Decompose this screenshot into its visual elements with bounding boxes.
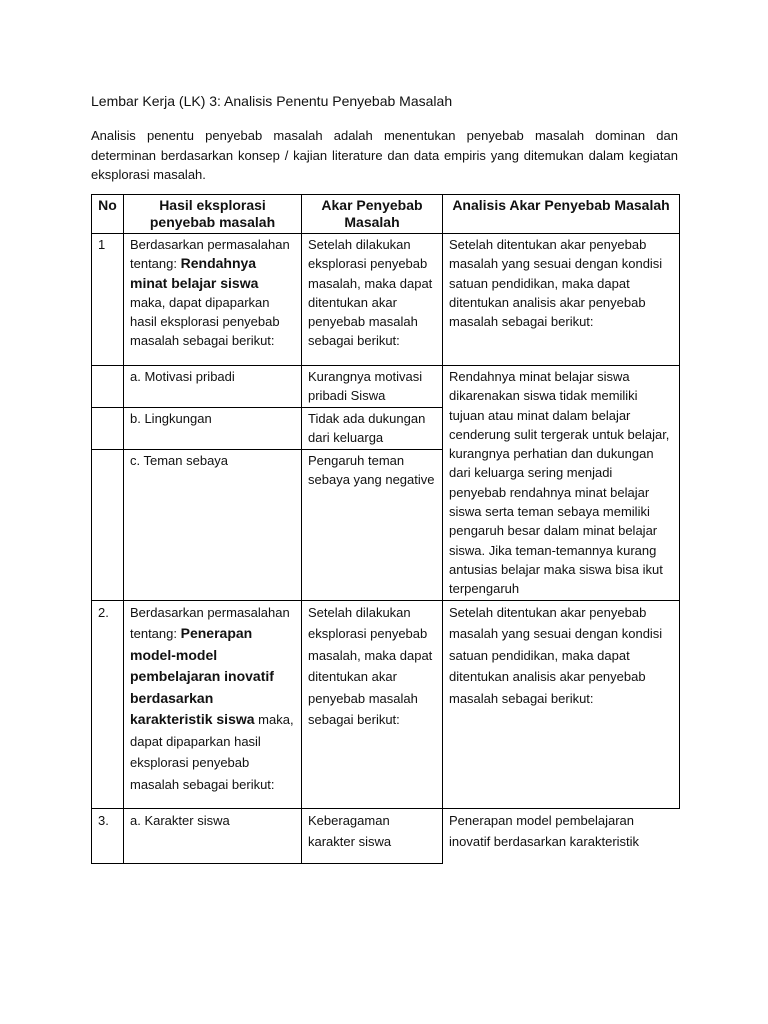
row2-hasil-bold: Penerapan model-model pembelajaran inovatif berdasarkan karakteristik siswa — [130, 625, 274, 728]
table-row-1 — [92, 234, 680, 366]
row1b-akar: Tidak ada dukungan dari keluarga — [302, 407, 443, 449]
header-no: No — [92, 195, 124, 234]
header-analisis: Analisis Akar Penyebab Masalah — [443, 195, 680, 234]
table-row-1a — [92, 366, 680, 408]
row1c-no — [92, 449, 124, 600]
row2-hasil-post: maka, dapat dipaparkan hasil eksplorasi penyebab masalah sebagai berikut: — [130, 712, 294, 792]
row2-hasil — [124, 600, 302, 808]
row3-no: 3. — [92, 808, 124, 863]
analysis-table — [91, 194, 680, 864]
row3-akar: Keberagaman karakter siswa — [302, 808, 443, 863]
row1-no: 1 — [92, 234, 124, 366]
row1c-hasil: c. Teman sebaya — [124, 449, 302, 600]
row1-hasil-bold: Rendahnya minat belajar siswa — [130, 255, 259, 291]
row1-hasil-pre: Berdasarkan permasalahan tentang: — [130, 237, 290, 272]
row2-akar: Setelah dilakukan eksplorasi penyebab masalah, maka dapat ditentukan akar penyebab masalah sebagai berikut: — [302, 600, 443, 808]
row2-analisis: Setelah ditentukan akar penyebab masalah yang sesuai dengan kondisi satuan pendidikan, maka dapat ditentukan analisis akar penyebab masalah sebagai berikut: — [443, 600, 680, 808]
row1a-no — [92, 366, 124, 408]
row3-analisis: Penerapan model pembelajaran inovatif berdasarkan karakteristik — [443, 808, 680, 863]
row1-analisis: Setelah ditentukan akar penyebab masalah yang sesuai dengan kondisi satuan pendidikan, maka dapat ditentukan analisis akar penyebab masalah sebagai berikut: — [443, 234, 680, 366]
row2-no: 2. — [92, 600, 124, 808]
row1b-no — [92, 407, 124, 449]
page-title: Lembar Kerja (LK) 3: Analisis Penentu Penyebab Masalah — [91, 93, 453, 109]
table-row-3 — [92, 808, 680, 863]
intro-paragraph: Analisis penentu penyebab masalah adalah menentukan penyebab masalah dominan dan determinan berdasarkan konsep / kajian literature dan data empiris yang ditemukan dalam kegiatan eksplorasi masalah. — [91, 128, 678, 182]
table-row-2 — [92, 600, 680, 808]
row1-hasil — [124, 234, 302, 366]
header-hasil: Hasil eksplorasi penyebab masalah — [124, 195, 302, 234]
row1-akar: Setelah dilakukan eksplorasi penyebab masalah, maka dapat ditentukan akar penyebab masalah sebagai berikut: — [302, 234, 443, 366]
row2-hasil-pre: Berdasarkan permasalahan tentang: — [130, 604, 290, 642]
row1b-hasil: b. Lingkungan — [124, 407, 302, 449]
header-akar: Akar Penyebab Masalah — [302, 195, 443, 234]
row1a-hasil: a. Motivasi pribadi — [124, 366, 302, 408]
row3-hasil: a. Karakter siswa — [124, 808, 302, 863]
table-header-row — [92, 195, 680, 234]
row1-hasil-post: maka, dapat dipaparkan hasil eksplorasi penyebab masalah sebagai berikut: — [130, 294, 280, 349]
row1c-akar: Pengaruh teman sebaya yang negative — [302, 449, 443, 600]
row1a-akar: Kurangnya motivasi pribadi Siswa — [302, 366, 443, 408]
row1-sub-analisis: Rendahnya minat belajar siswa dikarenakan siswa tidak memiliki tujuan atau minat dalam belajar cenderung sulit tergerak untuk belajar, kurangnya perhatian dan dukungan dari keluarga sering menjadi penyebab rendahnya minat belajar siswa serta teman sebaya memiliki pengaruh besar dalam minat belajar siswa. Jika teman-temannya kurang antusias belajar maka siswa bisa ikut terpengaruh — [443, 366, 680, 601]
